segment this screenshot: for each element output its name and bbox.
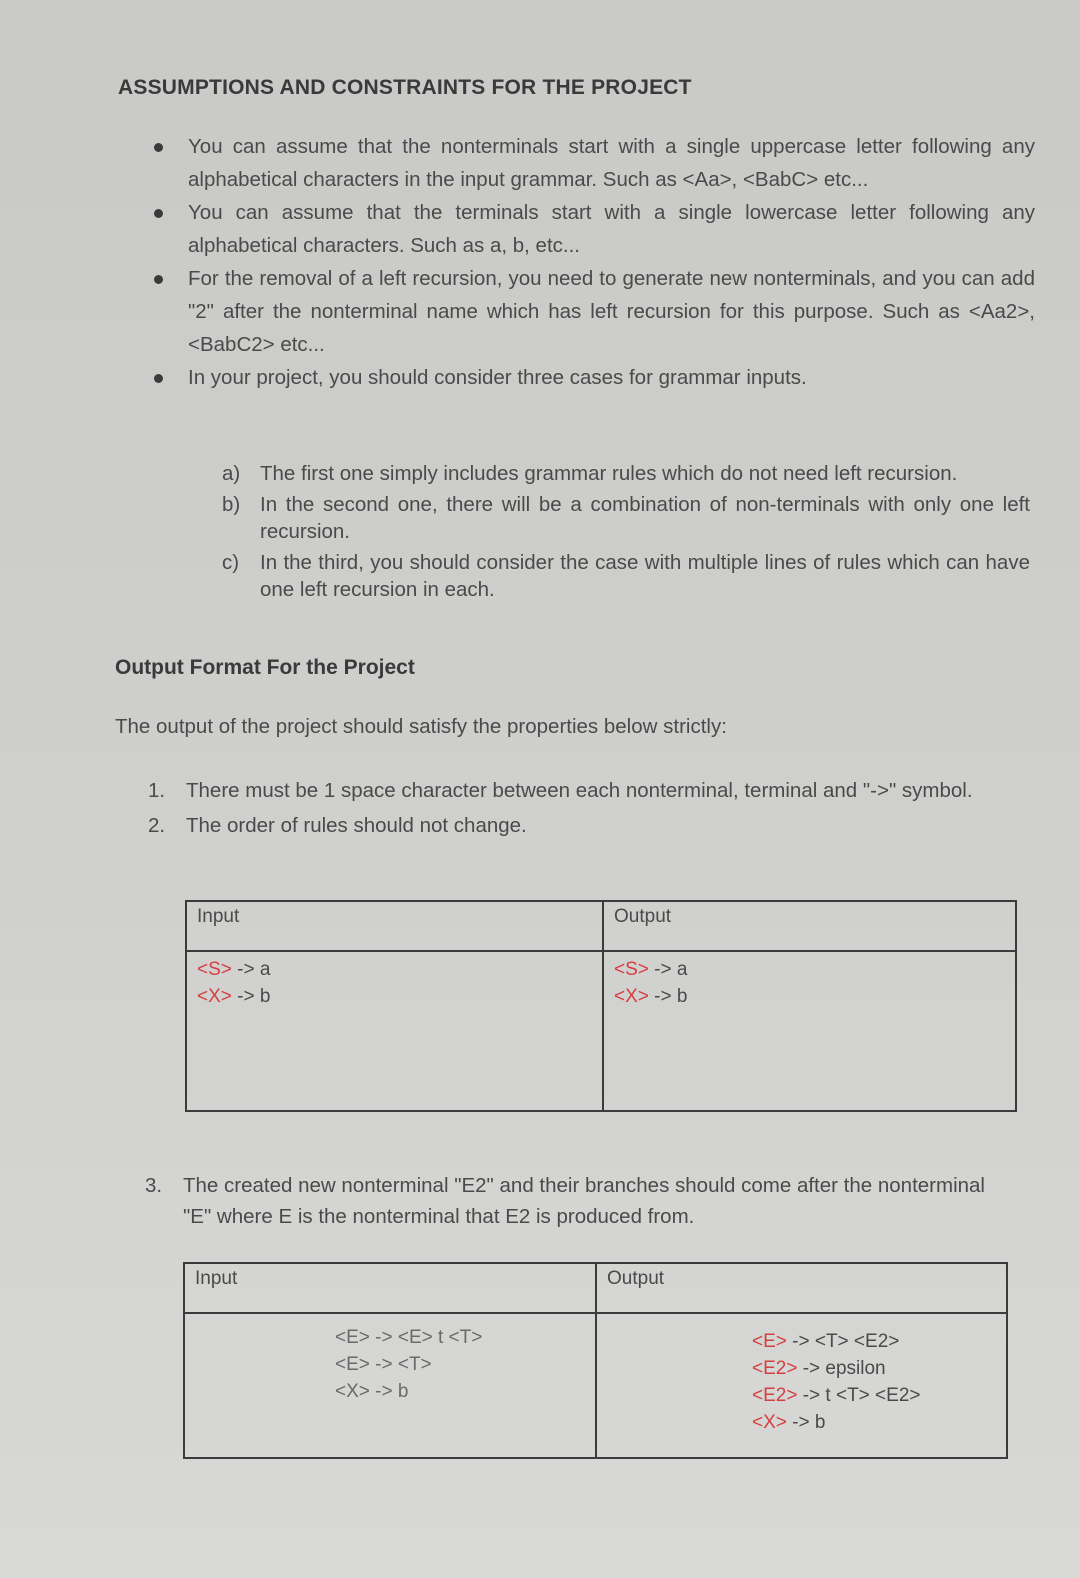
case-item bbox=[222, 491, 1030, 545]
bullet-item: You can assume that the nonterminals start with a single uppercase letter following any alphabetical characters in the input grammar. Such as <Aa>, <BabC> etc... bbox=[150, 130, 1035, 196]
rule-line: <S> -> a bbox=[614, 959, 688, 980]
case-list bbox=[222, 460, 1030, 607]
rule-item bbox=[148, 810, 1038, 841]
rule-item bbox=[148, 775, 1038, 806]
rule-marker: 1. bbox=[148, 779, 166, 802]
rule-marker: 2. bbox=[148, 814, 166, 837]
rule-text: The order of rules should not change. bbox=[186, 814, 527, 837]
rule-text: There must be 1 space character between each nonterminal, terminal and "->" symbol. bbox=[186, 779, 973, 802]
input-header: Input bbox=[186, 901, 603, 951]
rule-line: <E> -> <T> bbox=[335, 1354, 432, 1375]
output-intro: The output of the project should satisfy the properties below strictly: bbox=[115, 715, 727, 738]
rule-line: <X> -> b bbox=[614, 986, 688, 1007]
output-cell bbox=[596, 1313, 1007, 1458]
rule-line: <E2> -> t <T> <E2> bbox=[752, 1385, 921, 1406]
case-marker: c) bbox=[222, 551, 240, 574]
rule-marker: 3. bbox=[145, 1174, 163, 1197]
rule-line: <E> -> <E> t <T> bbox=[335, 1327, 483, 1348]
bullet-item: You can assume that the terminals start with a single lowercase letter following any alphabetical characters. Such as a, b, etc... bbox=[150, 196, 1035, 262]
rule-text: The created new nonterminal "E2" and their branches should come after the nonterminal "E" where E is the nonterminal that E2 is produced from. bbox=[183, 1174, 985, 1228]
case-text: The first one simply includes grammar rules which do not need left recursion. bbox=[260, 462, 958, 485]
case-item bbox=[222, 549, 1030, 603]
bullet-item: For the removal of a left recursion, you need to generate new nonterminals, and you can add "2" after the nonterminal name which has left recursion for this purpose. Such as <Aa2>, <BabC2> etc... bbox=[150, 262, 1035, 361]
output-cell bbox=[603, 951, 1016, 1111]
rule-line: <E> -> <T> <E2> bbox=[752, 1331, 900, 1352]
assumption-list bbox=[150, 130, 1035, 394]
section-heading: ASSUMPTIONS AND CONSTRAINTS FOR THE PROJECT bbox=[118, 76, 692, 99]
rule-list bbox=[148, 775, 1038, 841]
example-table-1 bbox=[185, 900, 1017, 1112]
output-format-heading: Output Format For the Project bbox=[115, 656, 415, 679]
rule-line: <E2> -> epsilon bbox=[752, 1358, 886, 1379]
case-marker: b) bbox=[222, 493, 241, 516]
rule-list-continued bbox=[145, 1170, 1015, 1232]
case-marker: a) bbox=[222, 462, 241, 485]
bullet-item: In your project, you should consider three cases for grammar inputs. bbox=[150, 361, 1035, 394]
output-header: Output bbox=[596, 1263, 1007, 1313]
case-text: In the third, you should consider the case with multiple lines of rules which can have one left recursion in each. bbox=[260, 551, 1030, 601]
case-item bbox=[222, 460, 1030, 487]
rule-line: <S> -> a bbox=[197, 959, 271, 980]
example-table-2 bbox=[183, 1262, 1008, 1459]
rule-line: <X> -> b bbox=[752, 1412, 826, 1433]
input-header: Input bbox=[184, 1263, 596, 1313]
rule-line: <X> -> b bbox=[335, 1381, 409, 1402]
rule-line: <X> -> b bbox=[197, 986, 271, 1007]
input-cell bbox=[184, 1313, 596, 1458]
input-cell bbox=[186, 951, 603, 1111]
output-header: Output bbox=[603, 901, 1016, 951]
case-text: In the second one, there will be a combination of non-terminals with only one left recursion. bbox=[260, 493, 1030, 543]
rule-item bbox=[145, 1170, 1015, 1232]
